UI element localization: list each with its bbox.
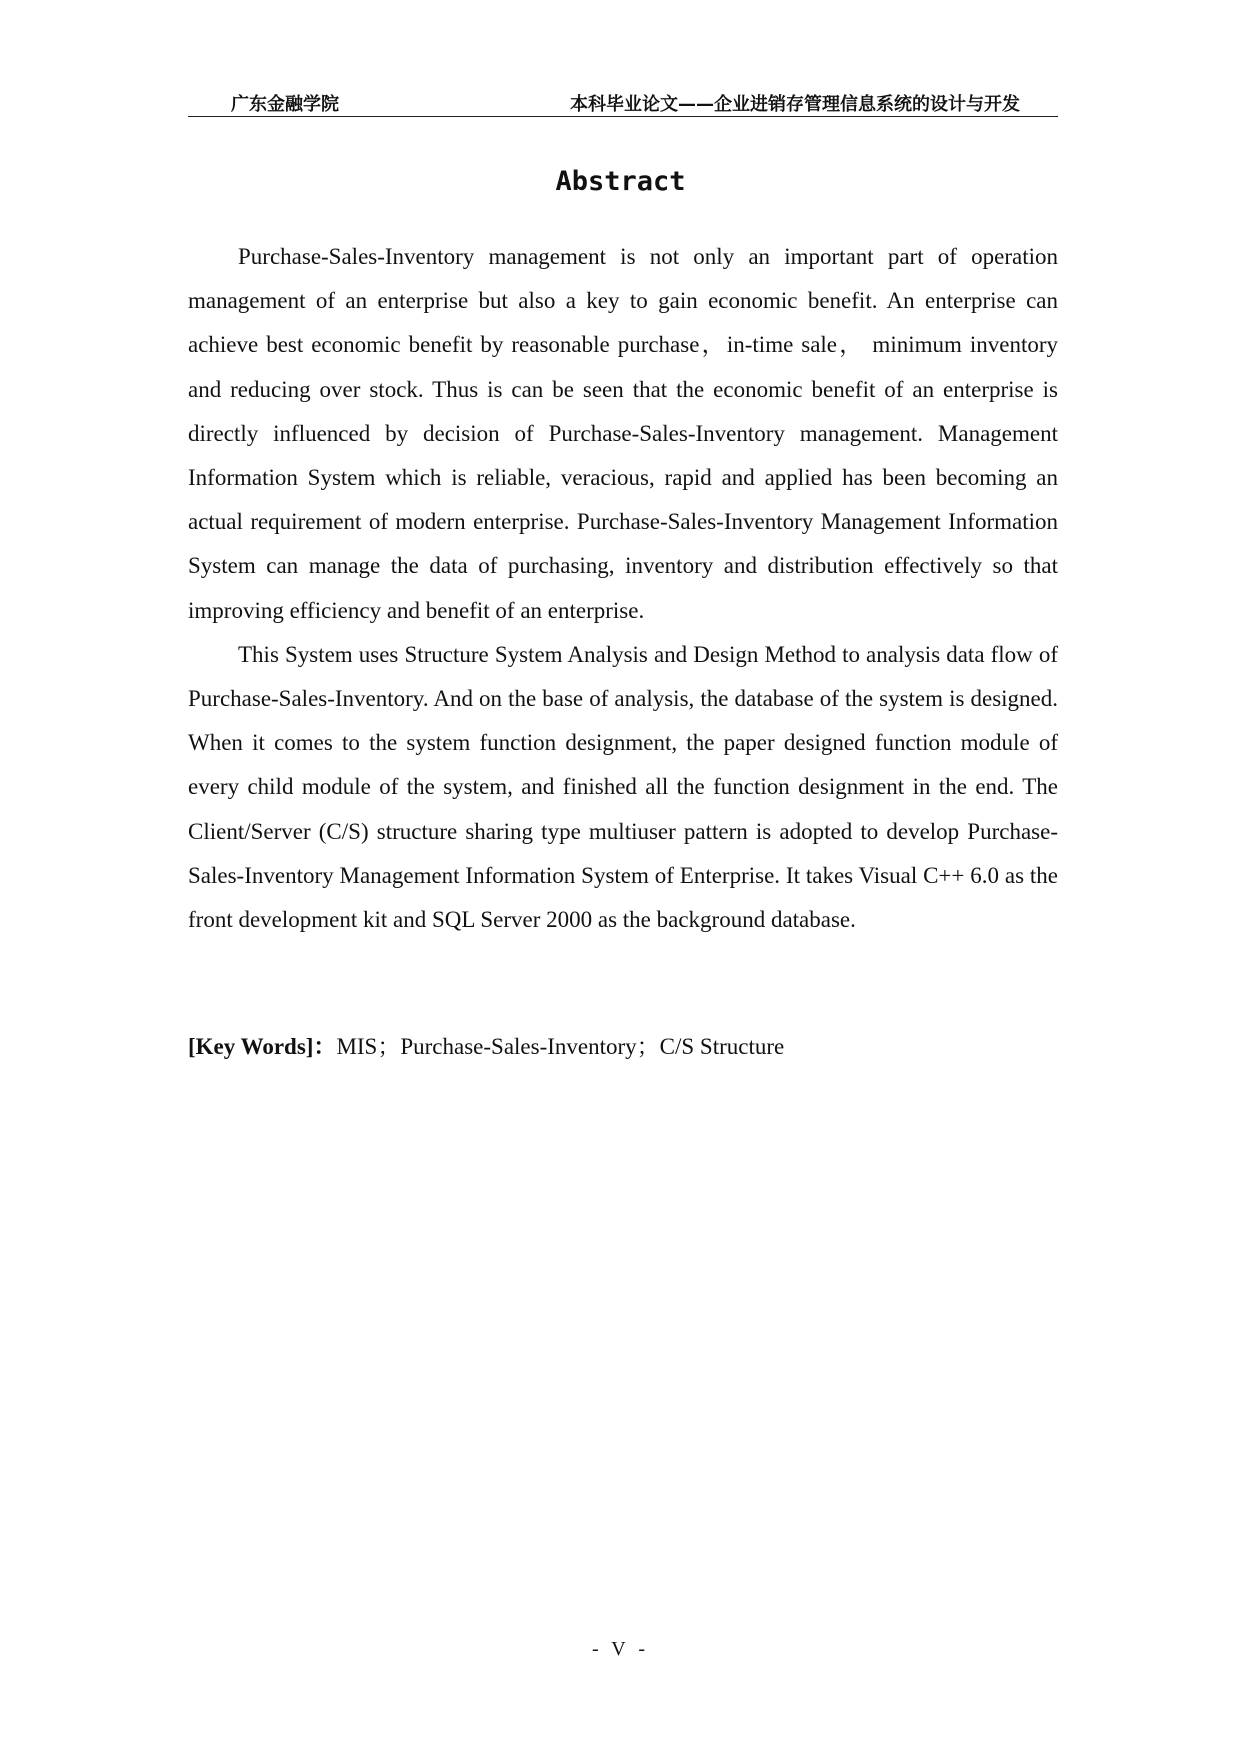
page-title: Abstract	[555, 166, 686, 197]
keywords-label: [Key Words]：	[188, 1034, 337, 1059]
abstract-paragraph-1: Purchase-Sales-Inventory management is not only an important part of operation management of an enterprise but also a key to gain economic benefit. An enterprise can achieve best economic benefit by reasonable purchase，in-time sale， minimum inventory and reducing over stock. Thus is can be seen that the economic benefit of an enterprise is directly influenced by decision of Purchase-Sales-Inventory management. Management Information System which is reliable, veracious, rapid and applied has been becoming an actual requirement of modern enterprise. Purchase-Sales-Inventory Management Information System can manage the data of purchasing, inventory and distribution effectively so that improving efficiency and benefit of an enterprise.	[188, 244, 1058, 623]
header-thesis-title: 本科毕业论文——企业进销存管理信息系统的设计与开发	[570, 94, 1020, 115]
keywords-line	[188, 1032, 1058, 1062]
page-number: - V -	[591, 1638, 650, 1660]
page-header	[188, 86, 1058, 117]
abstract-paragraph-2: This System uses Structure System Analysis and Design Method to analysis data flow of Purchase-Sales-Inventory. And on the base of analysis, the database of the system is designed. When it comes to the system function designment, the paper designed function module of every child module of the system, and finished all the function designment in the end. The Client/Server (C/S) structure sharing type multiuser pattern is adopted to develop Purchase-Sales-Inventory Management Information System of Enterprise. It takes Visual C++ 6.0 as the front development kit and SQL Server 2000 as the background database.	[188, 641, 1058, 933]
keywords-text: MIS；Purchase-Sales-Inventory；C/S Structure	[336, 1034, 785, 1059]
header-institution: 广东金融学院	[231, 94, 339, 115]
abstract-body	[188, 235, 1058, 942]
